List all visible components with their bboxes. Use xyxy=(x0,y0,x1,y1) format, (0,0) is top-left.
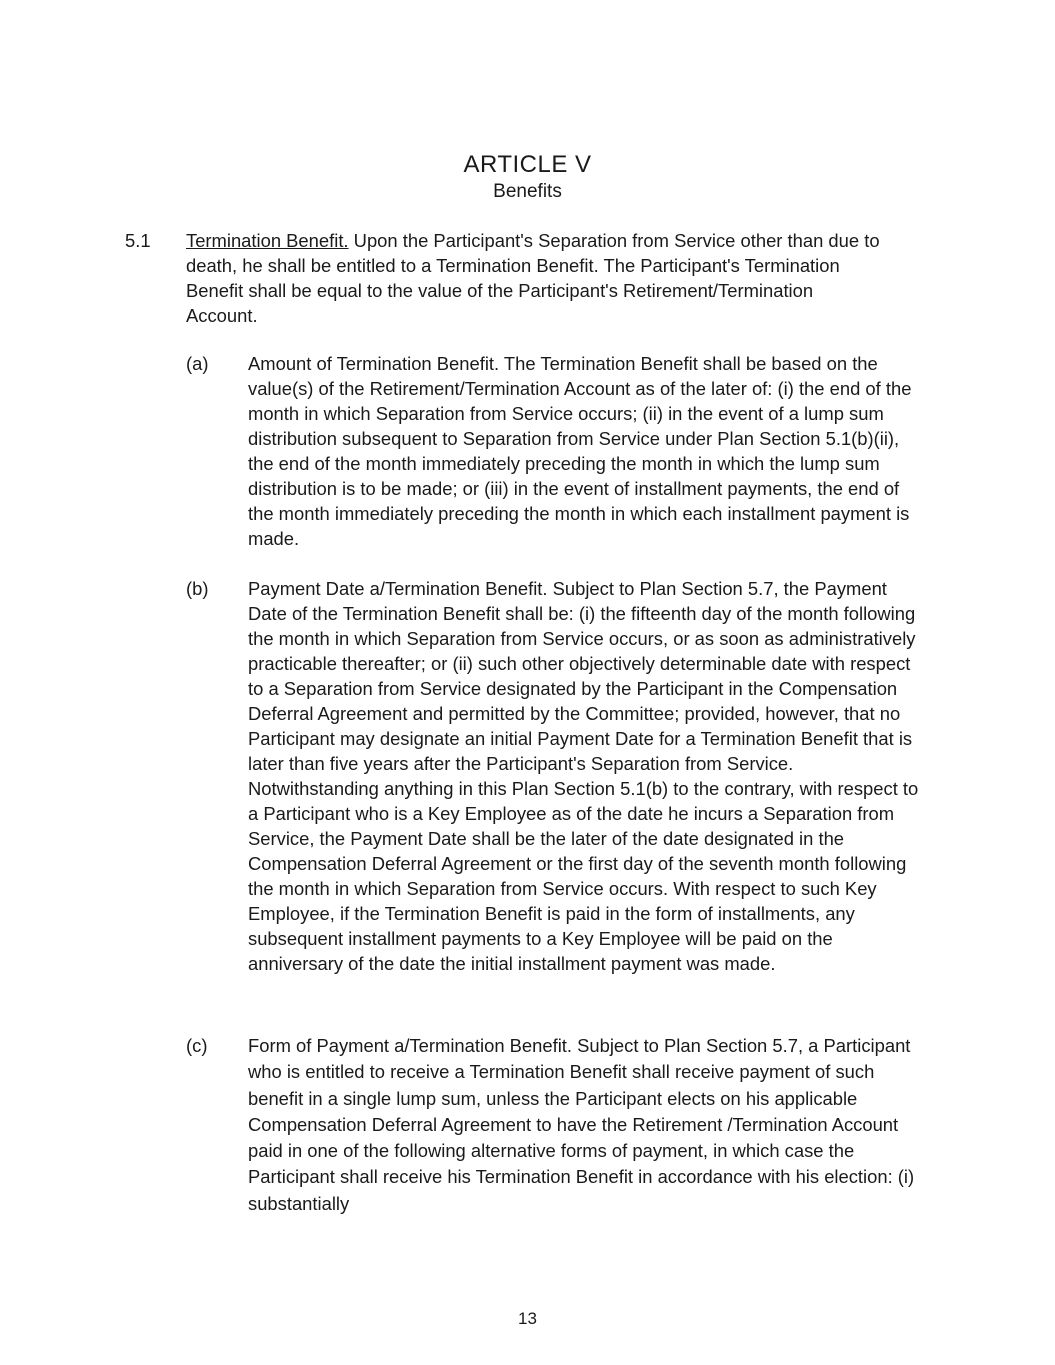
subsection-b xyxy=(186,576,921,976)
subsection-text: Amount of Termination Benefit. The Termination Benefit shall be based on the value(s) of the Retirement/Termination Account as of the later of: (i) the end of the month in which Separation from Service occurs; (ii) in the event of a lump sum distribution subsequent to Separation from Service under Plan Section 5.1(b)(ii), the end of the month immediately preceding the month in which the lump sum distribution is to be made; or (iii) in the event of installment payments, the end of the month immediately preceding the month in which each installment payment is made. xyxy=(248,353,912,549)
article-subtitle: Benefits xyxy=(493,181,562,202)
page-number: 13 xyxy=(518,1309,537,1328)
subsection-text: Payment Date a/Termination Benefit. Subject to Plan Section 5.7, the Payment Date of the Termination Benefit shall be: (i) the fifteenth day of the month following the month in which Separation from Service occurs, or as soon as administratively practicable thereafter; or (ii) such other objectively determinable date with respect to a Separation from Service designated by the Participant in the Compensation Deferral Agreement and permitted by the Committee; provided, however, that no Participant may designate an initial Payment Date for a Termination Benefit that is later than five years after the Participant's Separation from Service. Notwithstanding anything in this Plan Section 5.1(b) to the contrary, with respect to a Participant who is a Key Employee as of the date he incurs a Separation from Service, the Payment Date shall be the later of the date designated in the Compensation Deferral Agreement or the first day of the seventh month following the month in which Separation from Service occurs. With respect to such Key Employee, if the Termination Benefit is paid in the form of installments, any subsequent installment payments to a Key Employee will be paid on the anniversary of the date the initial installment payment was made. xyxy=(248,578,919,974)
section-5-1 xyxy=(125,228,915,328)
subsection-text: Form of Payment a/Termination Benefit. Subject to Plan Section 5.7, a Participant who is entitled to receive a Termination Benefit shall receive payment of such benefit in a single lump sum, unless the Participant elects on his applicable Compensation Deferral Agreement to have the Retirement /Termination Account paid in one of the following alternative forms of payment, in which case the Participant shall receive his Termination Benefit in accordance with his election: (i) substantially xyxy=(248,1035,915,1214)
article-title: ARTICLE V xyxy=(463,151,592,178)
subsection-label: (b) xyxy=(186,578,209,599)
section-heading: Termination Benefit. xyxy=(186,230,349,251)
subsection-a xyxy=(186,351,921,551)
section-body xyxy=(186,228,886,328)
section-number: 5.1 xyxy=(125,230,151,251)
section-text: Upon the Participant's Separation from Service other than due to death, he shall be entitled to a Termination Benefit. The Participant's Termination Benefit shall be equal to the value of the Participant's Retirement/Termination Account. xyxy=(186,230,880,326)
subsection-label: (a) xyxy=(186,353,209,374)
subsection-c xyxy=(186,1033,921,1217)
subsection-label: (c) xyxy=(186,1035,208,1056)
